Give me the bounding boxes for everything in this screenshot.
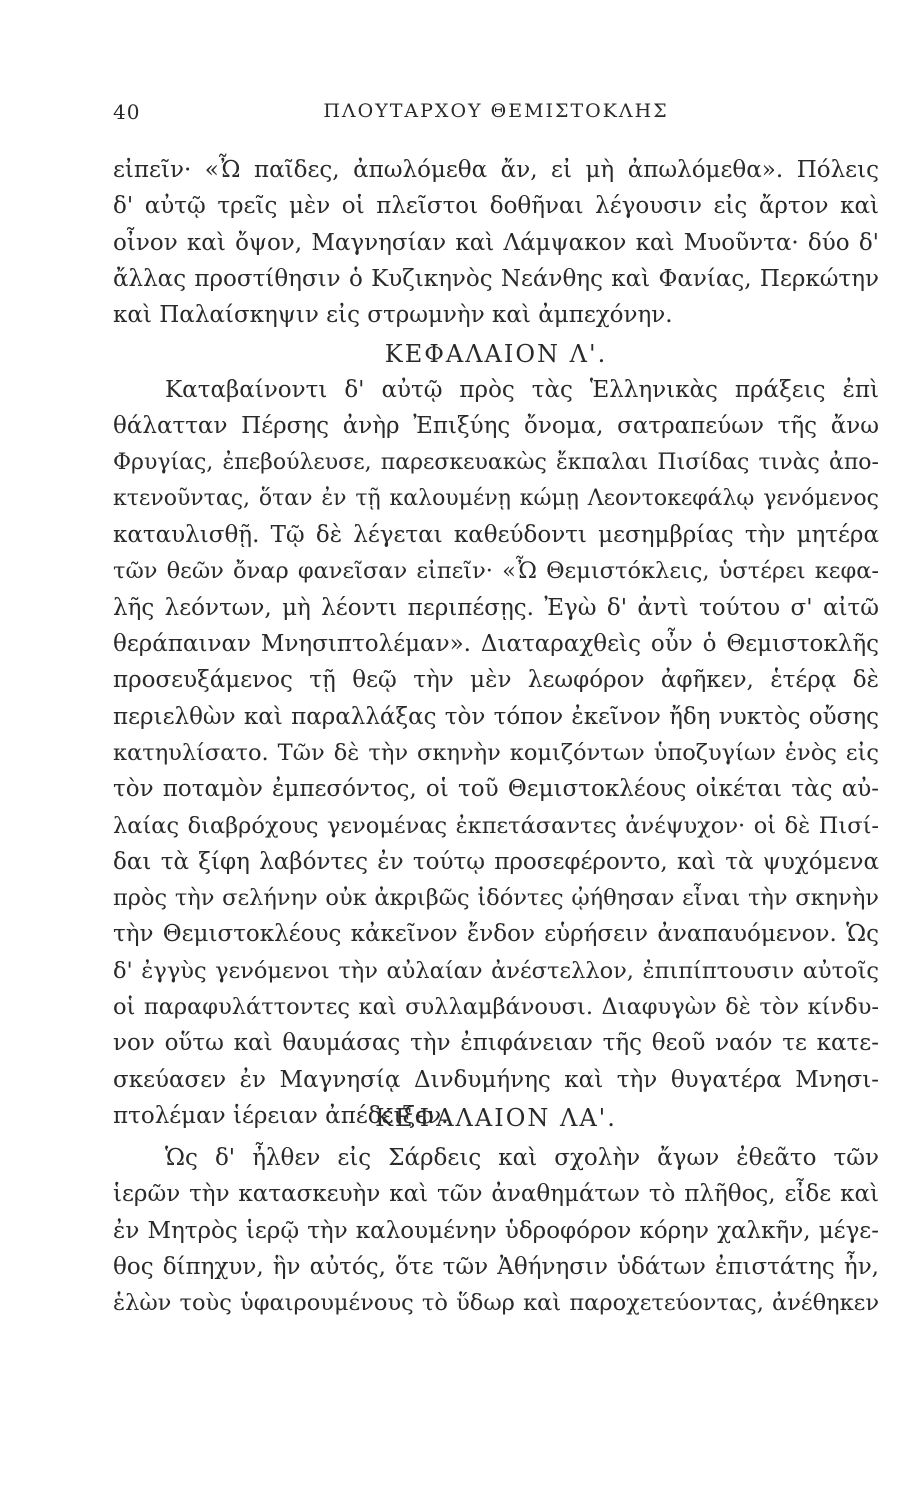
text-line: θεράπαιναν Μνησιπτολέμαν». Διαταραχθεὶς οὖν ὁ Θεμιστοκλῆς (113, 631, 879, 658)
running-title: ΠΛΟΥΤΑΡΧΟΥ ΘΕΜΙΣΤΟΚΛΗΣ (323, 100, 669, 122)
text-line: καὶ Παλαίσκηψιν εἰς στρωμνὴν καὶ ἀμπεχόνην. (113, 302, 673, 329)
text-line: εἰπεῖν· «Ὦ παῖδες, ἀπωλόμεθα ἄν, εἰ μὴ ἀπωλόμεθα». Πόλεις (113, 157, 879, 183)
text-line: πρὸς τὴν σελήνην οὐκ ἀκριβῶς ἰδόντες ᾠήθησαν εἶναι τὴν σκηνὴν (113, 885, 879, 912)
text-line: τῶν θεῶν ὄναρ φανεῖσαν εἰπεῖν· «Ὦ Θεμιστόκλεις, ὑστέρει κεφα- (113, 558, 879, 585)
text-line: Φρυγίας, ἐπεβούλευσε, παρεσκευακὼς ἔκπαλαι Πισίδας τινὰς ἀπο- (113, 449, 879, 475)
text-line: θάλατταν Πέρσης ἀνὴρ Ἐπιξύης ὄνομα, σατραπεύων τῆς ἄνω (113, 413, 879, 440)
text-line: κατηυλίσατο. Τῶν δὲ τὴν σκηνὴν κομιζόντων ὑποζυγίων ἑνὸς εἰς (113, 739, 879, 766)
text-line: σκεύασεν ἐν Μαγνησίᾳ Δινδυμήνης καὶ τὴν θυγατέρα Μνησι- (113, 1066, 879, 1093)
text-line: Καταβαίνοντι δ' αὐτῷ πρὸς τὰς Ἑλληνικὰς πράξεις ἐπὶ (165, 377, 879, 403)
running-head (113, 100, 879, 136)
text-line: τὸν ποταμὸν ἐμπεσόντος, οἱ τοῦ Θεμιστοκλέους οἰκέται τὰς αὐ- (113, 776, 879, 803)
text-line: πτολέμαν ἱέρειαν ἀπέδειξεν. (113, 1102, 449, 1129)
text-line: Ὡς δ' ἦλθεν εἰς Σάρδεις καὶ σχολὴν ἄγων ἐθεᾶτο τῶν (165, 1145, 879, 1171)
text-line: ἱερῶν τὴν κατασκευὴν καὶ τῶν ἀναθημάτων τὸ πλῆθος, εἶδε καὶ (113, 1181, 879, 1208)
chapter-heading: ΚΕΦΑΛΑΙΟΝ Λ'. (384, 340, 608, 368)
text-line: καταυλισθῇ. Τῷ δὲ λέγεται καθεύδοντι μεσημβρίας τὴν μητέρα (113, 522, 879, 549)
text-line: δ' ἐγγὺς γενόμενοι τὴν αὐλαίαν ἀνέστελλον, ἐπιπίπτουσιν αὐτοῖς (113, 957, 879, 984)
text-line: ἑλὼν τοὺς ὑφαιρουμένους τὸ ὕδωρ καὶ παροχετεύοντας, ἀνέθηκεν (113, 1290, 879, 1317)
text-line: οἱ παραφυλάττοντες καὶ συλλαμβάνουσι. Διαφυγὼν δὲ τὸν κίνδυ- (113, 994, 879, 1021)
chapter-heading: ΚΕΦΑΛΑΙΟΝ ΛΑ'. (375, 1104, 617, 1132)
text-line: λαίας διαβρόχους γενομένας ἐκπετάσαντες ἀνέψυχον· οἱ δὲ Πισί- (113, 812, 879, 839)
text-line: οἶνον καὶ ὄψον, Μαγνησίαν καὶ Λάμψακον καὶ Μυοῦντα· δύο δ' (113, 229, 879, 256)
text-line: ἐν Μητρὸς ἱερῷ τὴν καλουμένην ὑδροφόρον κόρην χαλκῆν, μέγε- (113, 1217, 879, 1244)
text-line: δαι τὰ ξίφη λαβόντες ἐν τούτῳ προσεφέροντο, καὶ τὰ ψυχόμενα (113, 848, 879, 875)
text-line: προσευξάμενος τῇ θεῷ τὴν μὲν λεωφόρον ἀφῆκεν, ἑτέρᾳ δὲ (113, 667, 879, 694)
text-line: λῆς λεόντων, μὴ λέοντι περιπέσῃς. Ἐγὼ δ' ἀντὶ τούτου σ' αἰτῶ (113, 594, 879, 621)
text-line: ἄλλας προστίθησιν ὁ Κυζικηνὸς Νεάνθης καὶ Φανίας, Περκώτην (113, 265, 879, 292)
intro-paragraph (113, 152, 879, 333)
text-line: κτενοῦντας, ὅταν ἐν τῇ καλουμένῃ κώμῃ Λεοντοκεφάλῳ γενόμενος (113, 485, 879, 511)
chapter-30-text (113, 372, 879, 1134)
text-line: τὴν Θεμιστοκλέους κἀκεῖνον ἔνδον εὑρήσειν ἀναπαυόμενον. Ὡς (113, 921, 879, 948)
text-line: δ' αὐτῷ τρεῖς μὲν οἱ πλεῖστοι δοθῆναι λέγουσιν εἰς ἄρτον καὶ (113, 193, 879, 220)
chapter-31-text (113, 1140, 879, 1321)
text-line: περιελθὼν καὶ παραλλάξας τὸν τόπον ἐκεῖνον ἤδη νυκτὸς οὔσης (113, 703, 879, 730)
text-line: νον οὕτω καὶ θαυμάσας τὴν ἐπιφάνειαν τῆς θεοῦ ναόν τε κατε- (113, 1030, 879, 1057)
page-number: 40 (113, 100, 141, 124)
text-line: θος δίπηχυν, ἣν αὐτός, ὅτε τῶν Ἀθήνησιν ὑδάτων ἐπιστάτης ἦν, (113, 1253, 879, 1280)
